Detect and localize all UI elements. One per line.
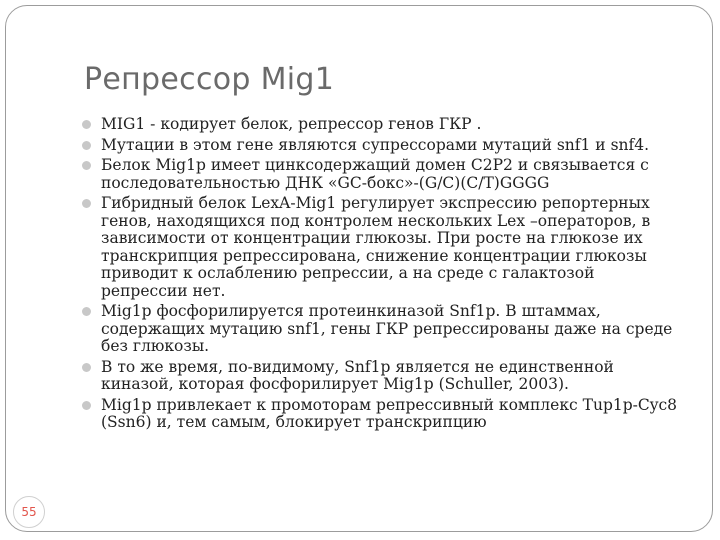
bullet-item	[82, 116, 682, 134]
page-number-badge: 55	[13, 496, 45, 528]
bullet-dot-icon	[82, 363, 91, 372]
bullet-text: Белок Mig1p имеет цинксодержащий домен C2P2 и связывается с последовательностью ДНК «GC-бокс»-(G/C)(C/T)GGGG	[101, 156, 649, 192]
bullet-item	[82, 137, 682, 155]
bullet-item	[82, 359, 682, 394]
bullet-text: В то же время, по-видимому, Snf1p является не единственной киназой, которая фосфорилирует Mig1p (Schuller, 2003).	[101, 357, 614, 393]
bullet-list	[82, 116, 682, 435]
bullet-item	[82, 397, 682, 432]
bullet-item	[82, 157, 682, 192]
bullet-dot-icon	[82, 199, 91, 208]
bullet-item	[82, 303, 682, 356]
slide-title: Репрессор Mig1	[84, 62, 335, 97]
bullet-dot-icon	[82, 161, 91, 170]
bullet-dot-icon	[82, 307, 91, 316]
bullet-text: Мутации в этом гене являются супрессорами мутаций snf1 и snf4.	[101, 135, 650, 154]
bullet-dot-icon	[82, 120, 91, 129]
bullet-dot-icon	[82, 401, 91, 410]
bullet-text: Mig1p фосфорилируется протеинкиназой Snf1p. В штаммах, содержащих мутацию snf1, гены ГКР репрессированы даже на среде без глюкозы.	[101, 302, 673, 355]
bullet-dot-icon	[82, 141, 91, 150]
bullet-text: MIG1 - кодирует белок, репрессор генов ГКР .	[101, 115, 482, 133]
bullet-text: Mig1p привлекает к промоторам репрессивный комплекс Tup1p-Cyc8 (Ssn6) и, тем самым, блокирует транскрипцию	[101, 395, 678, 431]
bullet-text: Гибридный белок LexA-Mig1 регулирует экспрессию репортерных генов, находящихся под контролем нескольких Lex –операторов, в зависимости от концентрации глюкозы. При росте на глюкозе их транскрипция репрессирована, снижение концентрации глюкозы приводит к ослаблению репрессии, а на среде с галактозой репрессии нет.	[101, 194, 651, 300]
bullet-item	[82, 195, 682, 300]
